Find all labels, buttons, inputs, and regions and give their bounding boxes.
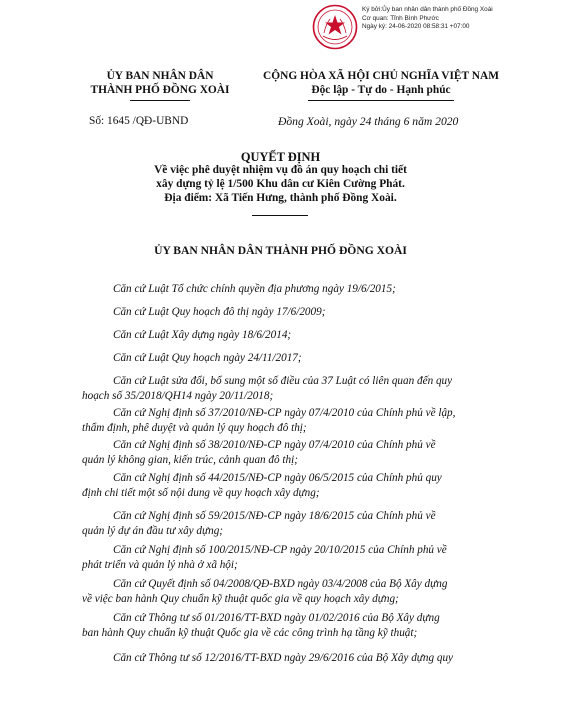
signature-signer: Ký bởi:Ủy ban nhân dân thành phố Đồng Xoài xyxy=(362,6,493,13)
legal-basis-4: Căn cứ Luật Quy hoạch ngày 24/11/2017; xyxy=(113,352,302,364)
legal-basis-12 xyxy=(82,611,514,642)
issuer-line1: ỦY BAN NHÂN DÂN xyxy=(106,70,214,82)
legal-basis-9-line2: quản lý dự án đầu tư xây dựng; xyxy=(82,525,224,538)
legal-basis-6 xyxy=(82,406,514,437)
legal-basis-1: Căn cứ Luật Tổ chức chính quyền địa phương ngày 19/6/2015; xyxy=(113,283,396,295)
decision-subject-line2: xây dựng tỷ lệ 1/500 Khu dân cư Kiên Cường Phát. xyxy=(156,178,405,190)
digital-signature-block xyxy=(362,6,493,32)
emblem-seal-icon xyxy=(312,4,358,50)
legal-basis-10-line1: Căn cứ Nghị định số 100/2015/NĐ-CP ngày 20/10/2015 của Chính phủ về xyxy=(113,544,447,556)
doc-number: Số: 1645 /QĐ-UBND xyxy=(89,115,189,127)
legal-basis-8 xyxy=(82,471,514,502)
legal-basis-12-line1: Căn cứ Thông tư số 01/2016/TT-BXD ngày 01/02/2016 của Bộ Xây dựng xyxy=(113,612,440,624)
authority-heading: ỦY BAN NHÂN DÂN THÀNH PHỐ ĐỒNG XOÀI xyxy=(154,244,407,257)
title-underline xyxy=(252,215,308,216)
signature-agency: Cơ quan: Tỉnh Bình Phước xyxy=(362,14,439,22)
legal-basis-7-line1: Căn cứ Nghị định số 38/2010/NĐ-CP ngày 07/4/2010 của Chính phủ về xyxy=(113,439,436,451)
decision-subject-line3: Địa điểm: Xã Tiến Hưng, thành phố Đồng Xoài. xyxy=(164,192,397,204)
nation-motto: Độc lập - Tự do - Hạnh phúc xyxy=(311,84,451,96)
legal-basis-11-line1: Căn cứ Quyết định số 04/2008/QĐ-BXD ngày 03/4/2008 của Bộ Xây dựng xyxy=(113,578,448,590)
signature-date: Ngày ký: 24-06-2020 08:58:31 +07:00 xyxy=(362,23,470,31)
legal-basis-13-line1: Căn cứ Thông tư số 12/2016/TT-BXD ngày 29/6/2016 của Bộ Xây dựng quy xyxy=(113,652,454,664)
legal-basis-7 xyxy=(82,438,514,469)
legal-basis-8-line2: định chi tiết một số nội dung về quy hoạch xây dựng; xyxy=(82,487,320,500)
legal-basis-11-line2: về việc ban hành Quy chuẩn kỹ thuật quốc gia về quy hoạch xây dựng; xyxy=(82,593,399,606)
issuer-line2: THÀNH PHỐ ĐỒNG XOÀI xyxy=(90,84,230,96)
legal-basis-6-line2: thẩm định, phê duyệt và quản lý quy hoạch đô thị; xyxy=(82,422,307,435)
motto-underline xyxy=(308,100,454,101)
legal-basis-10 xyxy=(82,543,514,574)
legal-basis-13 xyxy=(82,651,514,666)
legal-basis-9-line1: Căn cứ Nghị định số 59/2015/NĐ-CP ngày 18/6/2015 của Chính phủ về xyxy=(113,510,436,522)
legal-basis-2: Căn cứ Luật Quy hoạch đô thị ngày 17/6/2009; xyxy=(113,306,326,318)
legal-basis-9 xyxy=(82,509,514,540)
decision-title: QUYẾT ĐỊNH xyxy=(240,150,321,164)
legal-basis-5-line1: Căn cứ Luật sửa đổi, bổ sung một số điều của 37 Luật có liên quan đến quy xyxy=(113,375,453,387)
legal-basis-8-line1: Căn cứ Nghị định số 44/2015/NĐ-CP ngày 06/5/2015 của Chính phủ quy xyxy=(113,472,442,484)
decision-subject-line1: Về việc phê duyệt nhiệm vụ đồ án quy hoạch chi tiết xyxy=(154,164,407,176)
issuer-underline xyxy=(130,100,190,101)
legal-basis-5 xyxy=(82,374,514,405)
legal-basis-11 xyxy=(82,577,514,608)
legal-basis-10-line2: phát triển và quản lý nhà ở xã hội; xyxy=(82,559,238,572)
legal-basis-12-line2: ban hành Quy chuẩn kỹ thuật Quốc gia về các công trình hạ tầng kỹ thuật; xyxy=(82,627,418,640)
legal-basis-5-line2: hoạch số 35/2018/QH14 ngày 20/11/2018; xyxy=(82,390,274,403)
legal-basis-6-line1: Căn cứ Nghị định số 37/2010/NĐ-CP ngày 07/4/2010 của Chính phủ về lập, xyxy=(113,407,456,419)
place-date: Đồng Xoài, ngày 24 tháng 6 năm 2020 xyxy=(278,115,459,128)
legal-basis-3: Căn cứ Luật Xây dựng ngày 18/6/2014; xyxy=(113,329,292,341)
nation-title: CỘNG HÒA XÃ HỘI CHỦ NGHĨA VIỆT NAM xyxy=(263,70,499,82)
legal-basis-7-line2: quản lý không gian, kiến trúc, cảnh quan đô thị; xyxy=(82,454,298,467)
